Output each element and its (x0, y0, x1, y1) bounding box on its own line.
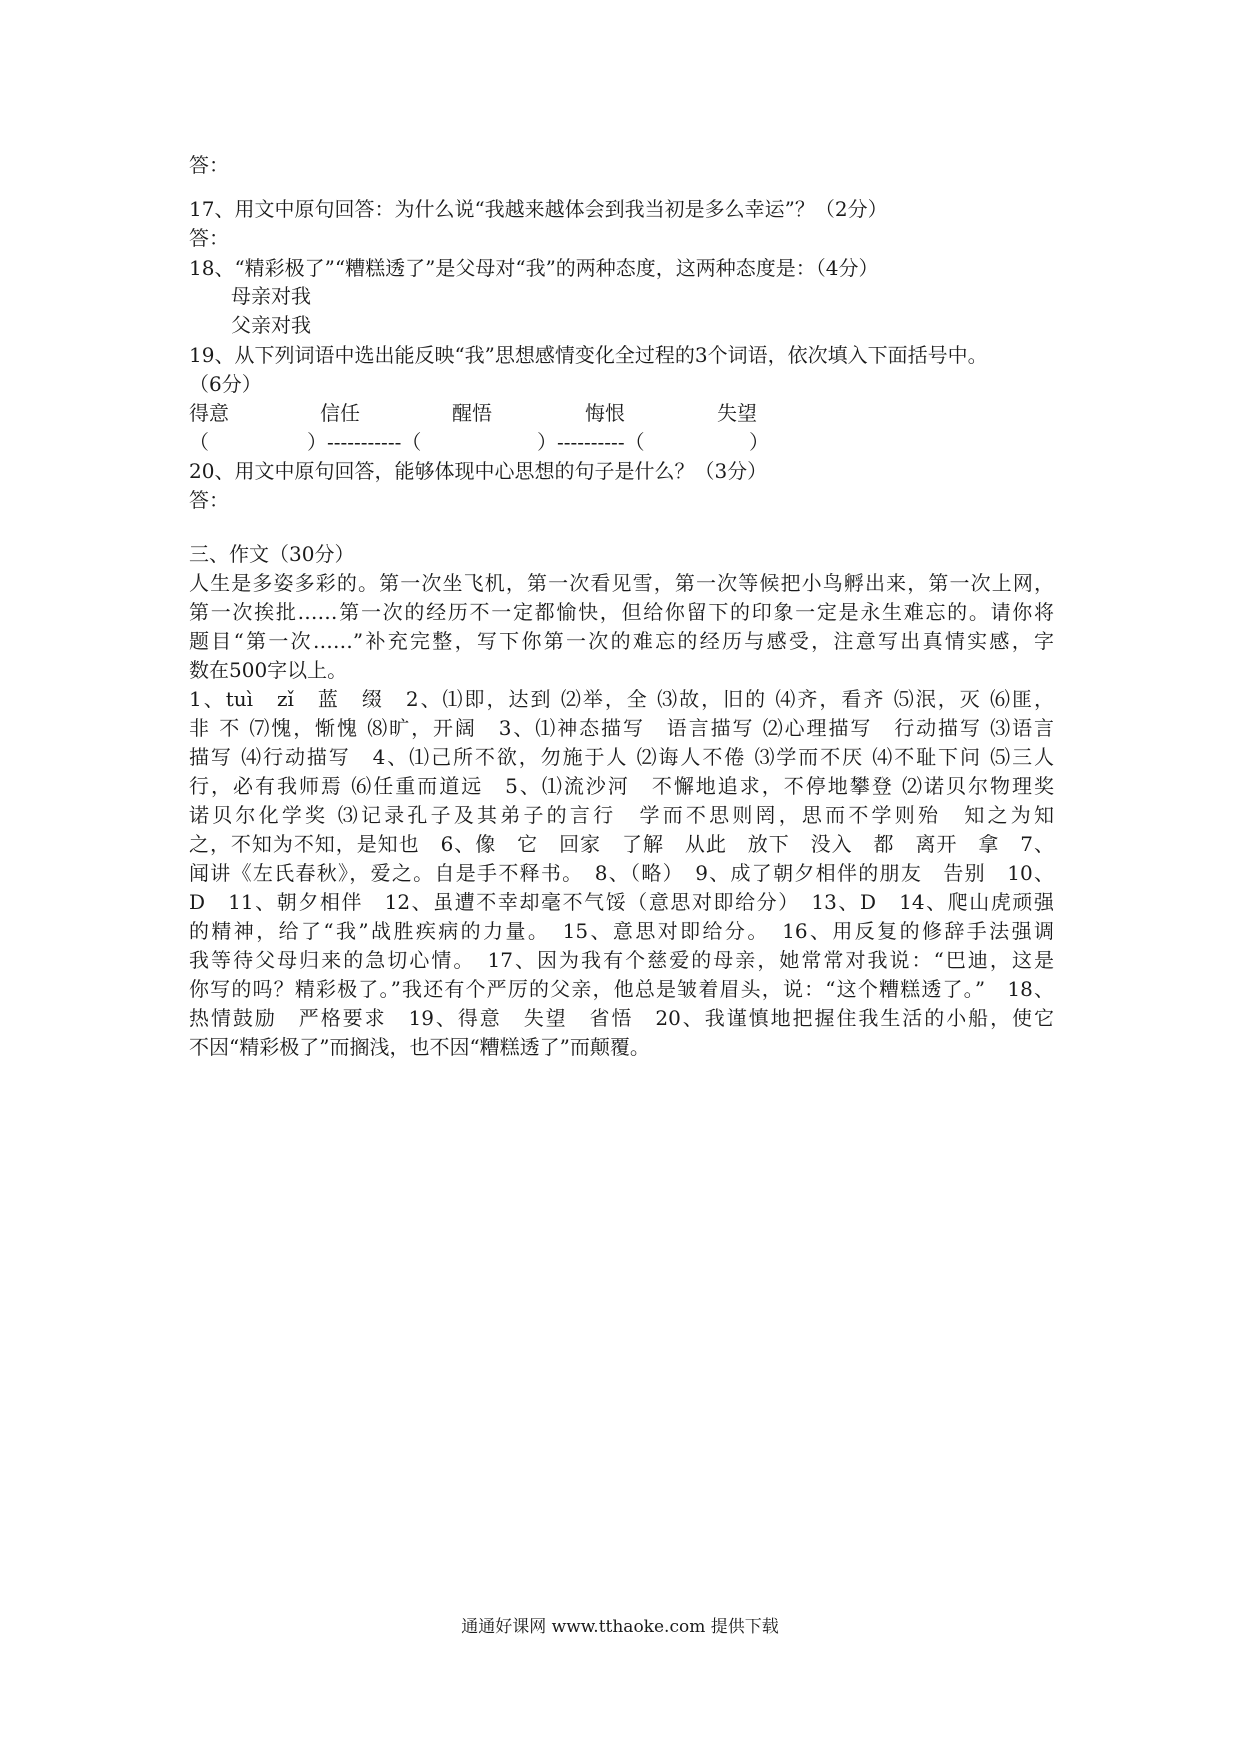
answer-label-q17: 答： (189, 226, 229, 250)
blank-bracket: （ (189, 430, 209, 454)
composition-text-line: 题目“第一次……”补充完整，写下你第一次的难忘的经历与感受，注意写出真情实感，字 (189, 629, 1054, 653)
blank-bracket: ）-----------（ (307, 430, 422, 454)
answer-key-line: D 11、朝夕相伴 12、虽遭不幸却毫不气馁（意思对即给分） 13、D 14、爬山虎顽强 (189, 890, 1054, 914)
word-option: 醒悟 (452, 401, 492, 425)
question-18: 18、“精彩极了”“糟糕透了”是父母对“我”的两种态度，这两种态度是：（4分） (189, 256, 879, 280)
answer-key-line: 的精神，给了“我”战胜疾病的力量。 15、意思对即给分。 16、用反复的修辞手法强调 (189, 919, 1054, 943)
answer-key-line: 不因“精彩极了”而搁浅，也不因“糟糕透了”而颠覆。 (189, 1035, 650, 1059)
answer-key-line: 你写的吗？精彩极了。”我还有个严厉的父亲，他总是皱着眉头，说：“这个糟糕透了。” 18、 (189, 977, 1054, 1001)
blank-bracket: ） (749, 430, 769, 454)
question-17: 17、用文中原句回答：为什么说“我越来越体会到我当初是多么幸运”？（2分） (189, 197, 888, 221)
answer-key-line: 热情鼓励 严格要求 19、得意 失望 省悟 20、我谨慎地把握住我生活的小船，使它 (189, 1006, 1054, 1030)
answer-key-line: 诺贝尔化学奖 ⑶记录孔子及其弟子的言行 学而不思则罔，思而不学则殆 知之为知 (189, 803, 1054, 827)
composition-heading: 三、作文（30分） (189, 542, 355, 566)
answer-key-line: 之，不知为不知，是知也 6、像 它 回家 了解 从此 放下 没入 都 离开 拿 7、 (189, 832, 1054, 856)
answer-key-line: 闻讲《左氏春秋》，爱之。自是手不释书。 8、（略） 9、成了朝夕相伴的朋友 告别 10、 (189, 861, 1054, 885)
answer-key-line: 行，必有我师焉 ⑹任重而道远 5、⑴流沙河 不懈地追求，不停地攀登 ⑵诺贝尔物理奖 (189, 774, 1054, 798)
word-option: 失望 (717, 401, 757, 425)
blank-bracket: ）----------（ (537, 430, 645, 454)
answer-label-q20: 答： (189, 488, 229, 512)
question-19-points: （6分） (189, 372, 262, 396)
answer-key-line: 非 不 ⑺愧，惭愧 ⑻旷，开阔 3、⑴神态描写 语言描写 ⑵心理描写 行动描写 ⑶语言 (189, 716, 1054, 740)
word-option: 悔恨 (585, 401, 625, 425)
question-18-father: 父亲对我 (231, 313, 311, 337)
composition-text-line: 第一次挨批……第一次的经历不一定都愉快，但给你留下的印象一定是永生难忘的。请你将 (189, 600, 1054, 624)
answer-label-q16: 答： (189, 153, 229, 177)
answer-key-line: 我等待父母归来的急切心情。 17、因为我有个慈爱的母亲，她常常对我说：“巴迪，这是 (189, 948, 1054, 972)
footer-download-credit: 通通好课网 www.tthaoke.com 提供下载 (461, 1617, 779, 1637)
composition-text-line: 人生是多姿多彩的。第一次坐飞机，第一次看见雪，第一次等候把小鸟孵出来，第一次上网， (189, 571, 1054, 595)
answer-key-line: 描写 ⑷行动描写 4、⑴己所不欲，勿施于人 ⑵诲人不倦 ⑶学而不厌 ⑷不耻下问 ⑸三人 (189, 745, 1054, 769)
answer-key-line: 1、tuì zǐ 蓝 缀 2、⑴即，达到 ⑵举，全 ⑶故，旧的 ⑷齐，看齐 ⑸泯，灭 ⑹匪， (189, 687, 1054, 711)
question-20: 20、用文中原句回答，能够体现中心思想的句子是什么？（3分） (189, 459, 768, 483)
question-18-mother: 母亲对我 (231, 284, 311, 308)
question-19: 19、从下列词语中选出能反映“我”思想感情变化全过程的3个词语，依次填入下面括号中。 (189, 343, 988, 367)
word-option: 信任 (320, 401, 360, 425)
composition-text-line: 数在500字以上。 (189, 658, 348, 682)
word-option: 得意 (189, 401, 229, 425)
